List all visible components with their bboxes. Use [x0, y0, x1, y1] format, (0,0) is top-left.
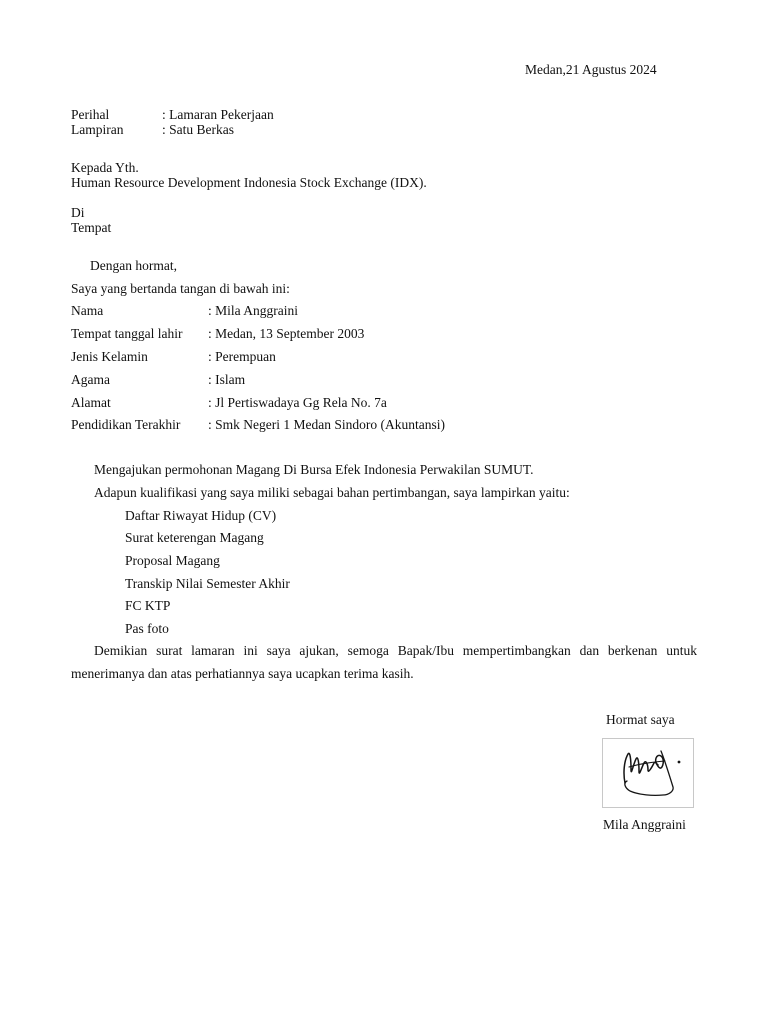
signatory-name: Mila Anggraini	[603, 817, 686, 832]
list-item: Transkip Nilai Semester Akhir	[125, 576, 290, 591]
list-item: Proposal Magang	[125, 553, 220, 568]
identity-value: : Jl Pertiswadaya Gg Rela No. 7a	[208, 395, 387, 410]
identity-value: : Medan, 13 September 2003	[208, 326, 365, 341]
subject-label: Perihal	[71, 107, 110, 122]
signature-salutation: Hormat saya	[606, 712, 675, 727]
identity-label: Agama	[71, 372, 110, 387]
signature-image	[602, 738, 694, 808]
list-item: Surat keterengan Magang	[125, 530, 264, 545]
list-item: Pas foto	[125, 621, 169, 636]
list-item: FC KTP	[125, 598, 171, 613]
list-item: Daftar Riwayat Hidup (CV)	[125, 508, 277, 523]
attachment-value: : Satu Berkas	[162, 122, 234, 137]
intro-line: Saya yang bertanda tangan di bawah ini:	[71, 281, 290, 296]
letter-date: Medan,21 Agustus 2024	[525, 62, 657, 77]
handwritten-signature	[603, 739, 693, 807]
identity-value: : Mila Anggraini	[208, 303, 298, 318]
identity-label: Nama	[71, 303, 104, 318]
identity-value: : Smk Negeri 1 Medan Sindoro (Akuntansi)	[208, 417, 445, 432]
identity-label: Alamat	[71, 395, 111, 410]
subject-value: : Lamaran Pekerjaan	[162, 107, 274, 122]
identity-label: Pendidikan Terakhir	[71, 417, 181, 432]
recipient-greeting: Kepada Yth.	[71, 160, 139, 175]
identity-value: : Perempuan	[208, 349, 276, 364]
opening-salutation: Dengan hormat,	[90, 258, 177, 273]
identity-label: Tempat tanggal lahir	[71, 326, 183, 341]
recipient-place: Tempat	[71, 220, 112, 235]
recipient-di: Di	[71, 205, 85, 220]
attachment-label: Lampiran	[71, 122, 124, 137]
recipient-name: Human Resource Development Indonesia Stock Exchange (IDX).	[71, 175, 427, 190]
identity-value: : Islam	[208, 372, 246, 387]
body-paragraph-2: Adapun kualifikasi yang saya miliki sebagai bahan pertimbangan, saya lampirkan yaitu:	[94, 485, 570, 500]
identity-label: Jenis Kelamin	[71, 349, 148, 364]
body-paragraph-1: Mengajukan permohonan Magang Di Bursa Efek Indonesia Perwakilan SUMUT.	[94, 462, 534, 477]
closing-paragraph: Demikian surat lamaran ini saya ajukan, semoga Bapak/Ibu mempertimbangkan dan berkenan untuk menerimanya dan atas perhatiannya saya ucapkan terima kasih.	[71, 643, 697, 681]
